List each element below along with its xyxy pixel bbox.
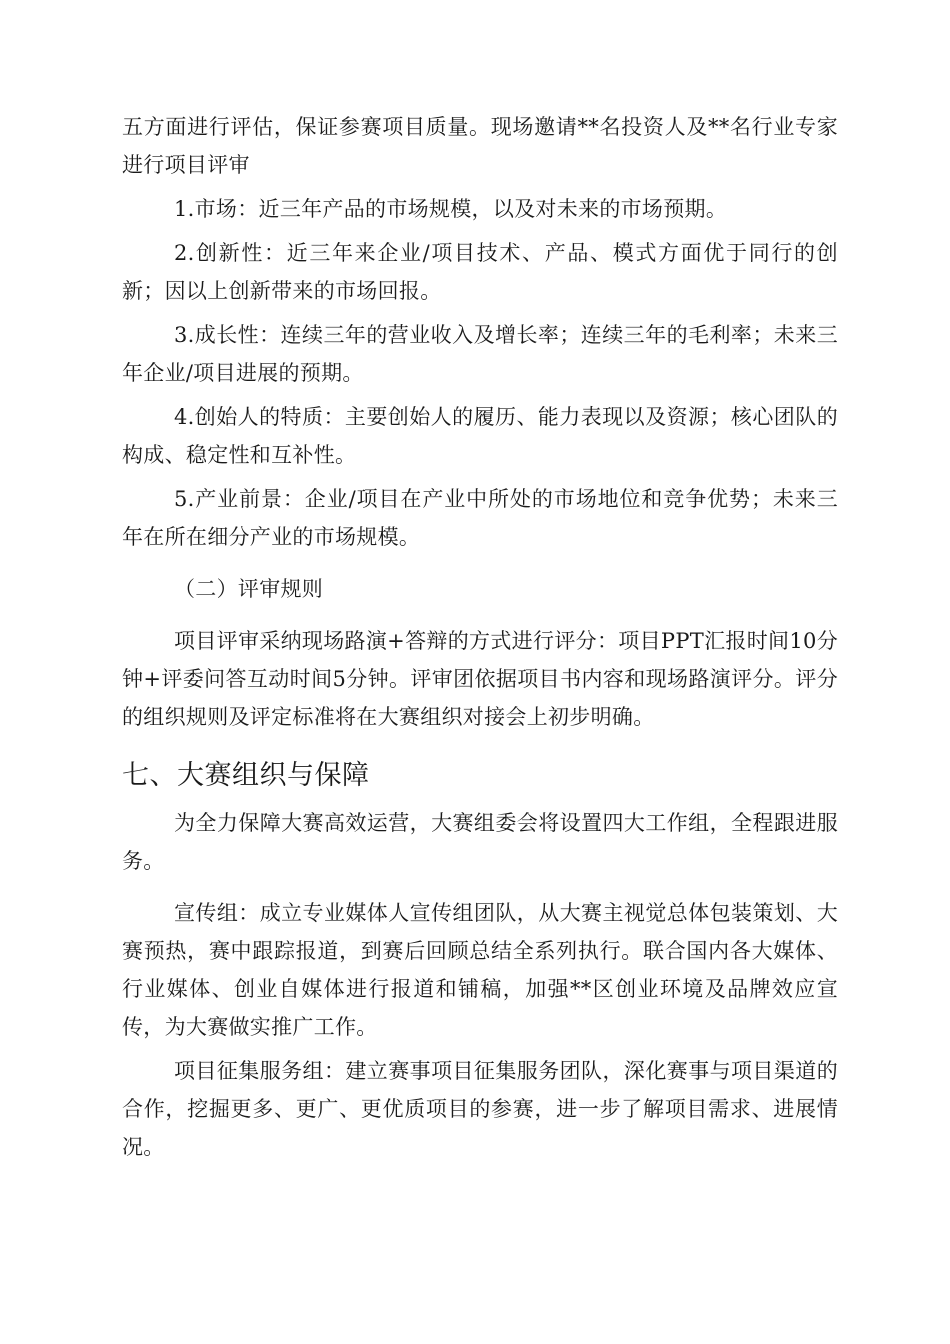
criterion-growth: 3.成长性：连续三年的营业收入及增长率；连续三年的毛利率；未来三年企业/项目进展的预期。 [122, 323, 838, 385]
section-7-intro: 为全力保障大赛高效运营，大赛组委会将设置四大工作组，全程跟进服务。 [122, 811, 838, 873]
criterion-market: 1.市场：近三年产品的市场规模，以及对未来的市场预期。 [174, 197, 728, 221]
intro-paragraph: 五方面进行评估，保证参赛项目质量。现场邀请**名投资人及**名行业专家进行项目评审 [122, 115, 838, 177]
collection-group-paragraph: 项目征集服务组：建立赛事项目征集服务团队，深化赛事与项目渠道的合作，挖掘更多、更广、更优质项目的参赛，进一步了解项目需求、进展情况。 [122, 1059, 838, 1159]
rules-paragraph: 项目评审采纳现场路演+答辩的方式进行评分：项目PPT汇报时间10分钟+评委问答互动时间5分钟。评审团依据项目书内容和现场路演评分。评分的组织规则及评定标准将在大赛组织对接会上初步明确。 [122, 629, 838, 729]
criterion-industry: 5.产业前景：企业/项目在产业中所处的市场地位和竞争优势；未来三年在所在细分产业的市场规模。 [122, 487, 838, 549]
publicity-group-paragraph: 宣传组：成立专业媒体人宣传组团队，从大赛主视觉总体包装策划、大赛预热，赛中跟踪报道，到赛后回顾总结全系列执行。联合国内各大媒体、行业媒体、创业自媒体进行报道和铺稿，加强**区创业环境及品牌效应宣传，为大赛做实推广工作。 [122, 901, 838, 1039]
criterion-founder: 4.创始人的特质：主要创始人的履历、能力表现以及资源；核心团队的构成、稳定性和互补性。 [122, 405, 838, 467]
rules-subheading: （二）评审规则 [174, 577, 324, 601]
document-body [122, 108, 838, 1166]
section-heading-7: 七、大赛组织与保障 [122, 760, 370, 791]
criterion-innovation: 2.创新性：近三年来企业/项目技术、产品、模式方面优于同行的创新；因以上创新带来的市场回报。 [122, 241, 838, 303]
